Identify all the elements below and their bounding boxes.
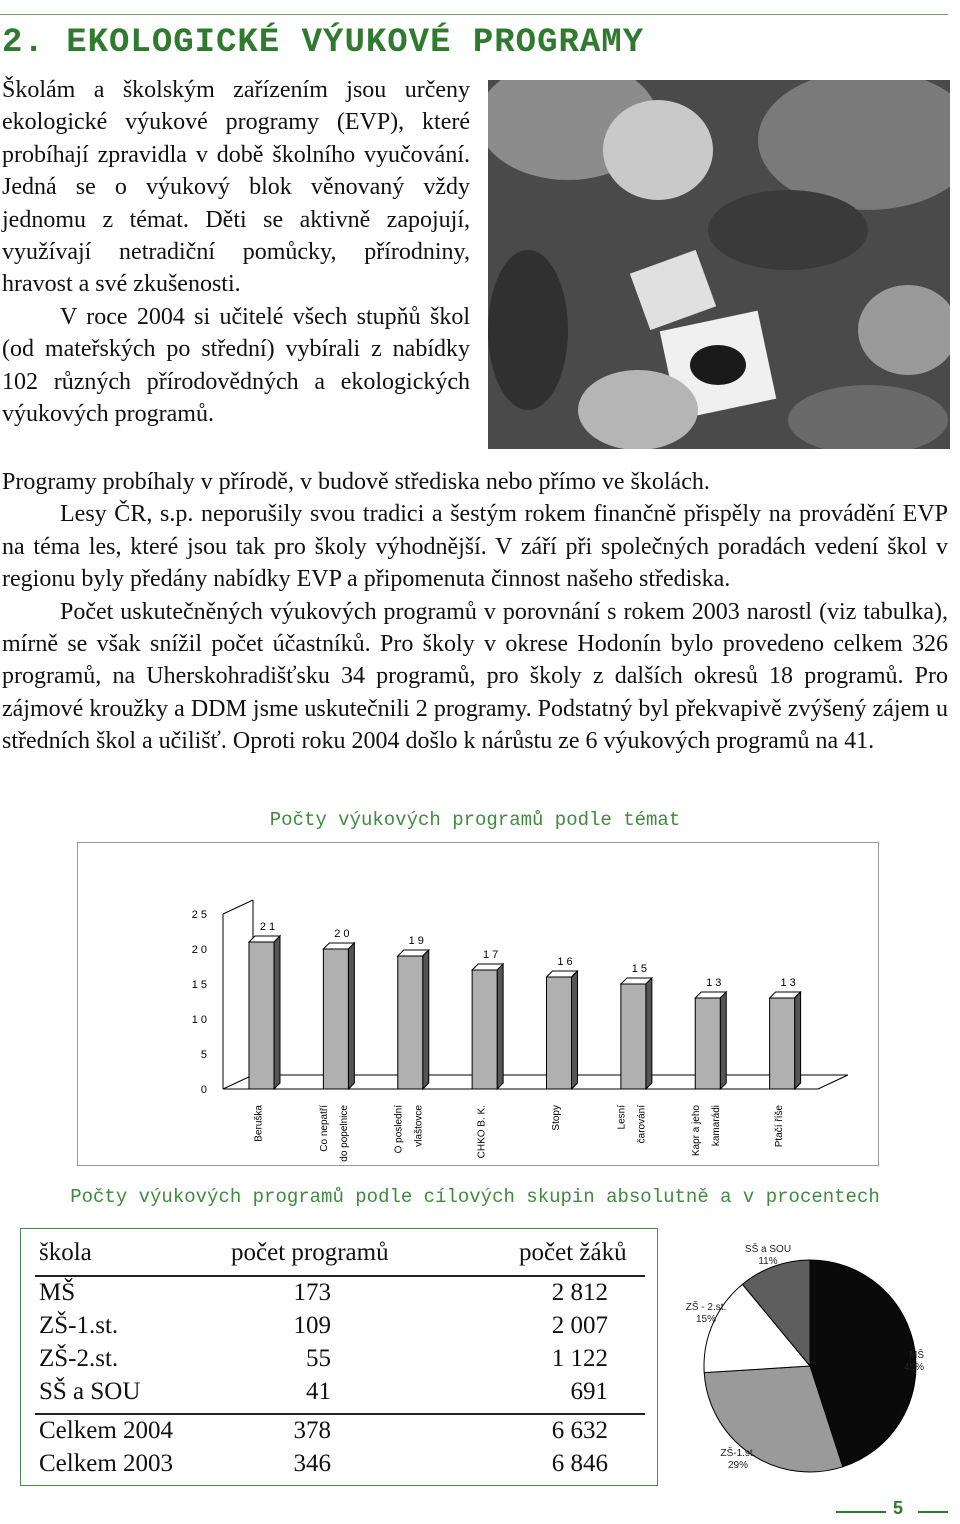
paragraph-pocet: Počet uskutečněných výukových programů v porovnání s rokem 2003 narostl (viz tabulka), mírně se však snížil počet účastníků. Pro školy v okrese Hodonín bylo provedeno celkem 326 programů, na Uherskohradišťsku 34 programů, pro školy z dalších okresů 18 programů. Pro zájmové kroužky a DDM jsme uskutečnili 2 programy. Podstatný byl překvapivě zvýšený zájem u středních škol a učilišť. Oproti roku 2004 došlo k nárůstu ze 6 výukových programů na 41. [2, 598, 948, 755]
pie-label: MŠ [909, 1350, 924, 1361]
row-label: SŠ a SOU [39, 1378, 141, 1405]
header-pocet-zaku: počet žáků [519, 1239, 627, 1266]
category-label: O poslední [393, 1105, 405, 1154]
bar-side [423, 950, 429, 1089]
bar-value-label: 1 3 [780, 977, 796, 989]
bar-side [646, 978, 652, 1089]
category-label: vlaštovce [413, 1105, 425, 1147]
page-number: 5 [893, 1498, 904, 1518]
y-tick-label: 2 5 [191, 909, 207, 921]
bar [695, 998, 720, 1089]
bar-value-label: 1 9 [408, 935, 424, 947]
row-pupils: 1 122 [551, 1345, 608, 1372]
table-header [21, 1239, 657, 1271]
top-rule [0, 14, 948, 15]
total-pupils: 6 846 [551, 1450, 608, 1477]
bar-side [795, 992, 801, 1089]
row-programs: 41 [306, 1378, 331, 1405]
row-label: ZŠ-2.st. [39, 1345, 119, 1372]
intro-paragraph-1: Školám a školským zařízením jsou určeny ekologické výukové programy (EVP), které probíhají zpravidla v době školního vyučování. Jedná se o výukový blok věnovaný vždy jednomu z témat. Děti se aktivně zapojují, využívají netradiční pomůcky, přírodniny, hravost a své zkušenosti. [2, 77, 470, 298]
row-pupils: 2 812 [551, 1279, 608, 1306]
bar [323, 949, 348, 1089]
row-pupils: 691 [570, 1378, 608, 1405]
paragraph-lesy: Lesy ČR, s.p. neporušily svou tradici a šestým rokem finančně přispěly na provádění EVP na téma les, které jsou tak pro školy výhodnější. V září při společných poradách vedení škol v regionu byly předány nabídky EVP a připomenuta činnost našeho střediska. [2, 501, 948, 593]
bar-value-label: 1 7 [482, 949, 499, 961]
bar [547, 977, 572, 1089]
table-row [21, 1345, 657, 1377]
category-label: Beruška [253, 1105, 265, 1142]
bar-side [348, 943, 354, 1089]
row-programs: 173 [293, 1279, 331, 1306]
table-row [21, 1312, 657, 1344]
row-programs: 55 [306, 1345, 331, 1372]
header-skola: škola [39, 1239, 92, 1266]
page-number-rule-left [836, 1511, 886, 1513]
pie-chart [672, 1238, 952, 1490]
section-title: 2. EKOLOGICKÉ VÝUKOVÉ PROGRAMY [2, 24, 645, 62]
pie-percent: 29% [727, 1460, 749, 1471]
bar-side [497, 964, 503, 1089]
category-label: Ptačí říše [774, 1105, 786, 1148]
total-programs: 346 [293, 1450, 331, 1477]
pie-label: SŠ a SOU [744, 1244, 792, 1255]
paragraph-continuation: Programy probíhaly v přírodě, v budově střediska nebo přímo ve školách. [2, 469, 710, 495]
pie-chart-frame [672, 1238, 952, 1490]
floor-side [818, 1075, 848, 1089]
category-label: do popelnice [338, 1105, 350, 1162]
totals-rule [35, 1413, 645, 1415]
category-label: CHKO B. K. [476, 1105, 488, 1159]
category-label: kamarádi [710, 1105, 722, 1147]
intro-text [2, 74, 470, 430]
photo-illustration [488, 80, 950, 449]
total-label: Celkem 2003 [39, 1450, 174, 1477]
bar-chart-title: Počty výukových programů podle témat [269, 809, 681, 831]
category-label: Kapr a jeho [690, 1105, 702, 1157]
header-rule [35, 1275, 645, 1277]
bar-value-label: 1 6 [557, 956, 573, 968]
y-tick-label: 1 5 [191, 979, 207, 991]
bar-side [720, 992, 726, 1089]
bar-value-label: 1 3 [706, 977, 722, 989]
category-label: čarování [636, 1105, 648, 1144]
header-pocet-programu: počet programů [231, 1239, 389, 1266]
children-photo [488, 80, 950, 449]
bar [472, 970, 497, 1089]
bar-value-label: 2 0 [334, 928, 350, 940]
bar-value-label: 1 5 [631, 963, 648, 975]
total-pupils: 6 632 [551, 1417, 608, 1444]
intro-paragraph-2: V roce 2004 si učitelé všech stupňů škol (od mateřských po střední) vybírali z nabídky 102 různých přírodovědných a ekologických výukových programů. [2, 303, 470, 428]
table-row [21, 1378, 657, 1410]
table-chart-title: Počty výukových programů podle cílových skupin absolutně a v procentech [70, 1186, 880, 1208]
bar-chart [78, 843, 878, 1165]
bar [398, 956, 423, 1089]
pie-percent: 15% [695, 1314, 717, 1325]
pie-label: ZŠ - 2.st. [685, 1302, 727, 1313]
y-tick-label: 5 [200, 1049, 207, 1061]
table-row [21, 1279, 657, 1311]
bar-chart-frame [77, 842, 879, 1166]
bar-side [274, 936, 280, 1089]
target-groups-table [20, 1228, 658, 1486]
bar [249, 942, 274, 1089]
pie-percent: 45% [903, 1362, 924, 1373]
bar [621, 984, 646, 1089]
wall-top [223, 900, 253, 914]
pie-label: ZŠ-1.st. [720, 1448, 756, 1459]
bar-value-label: 2 1 [259, 921, 276, 933]
table-total-row [21, 1417, 657, 1449]
table-total-row [21, 1450, 657, 1482]
main-text [2, 466, 948, 758]
pie-percent: 11% [758, 1256, 778, 1267]
bar [770, 998, 795, 1089]
total-programs: 378 [293, 1417, 331, 1444]
y-tick-label: 1 0 [191, 1014, 207, 1026]
total-label: Celkem 2004 [39, 1417, 174, 1444]
y-tick-label: 0 [200, 1084, 207, 1096]
category-label: Co nepatří [318, 1105, 330, 1152]
page-number-rule-right [918, 1511, 948, 1513]
category-label: Lesní [616, 1105, 628, 1130]
row-pupils: 2 007 [551, 1312, 608, 1339]
y-tick-label: 2 0 [191, 944, 207, 956]
category-label: Stopy [551, 1105, 562, 1131]
bar-side [572, 971, 578, 1089]
row-label: ZŠ-1.st. [39, 1312, 119, 1339]
row-programs: 109 [293, 1312, 331, 1339]
row-label: MŠ [39, 1279, 76, 1306]
